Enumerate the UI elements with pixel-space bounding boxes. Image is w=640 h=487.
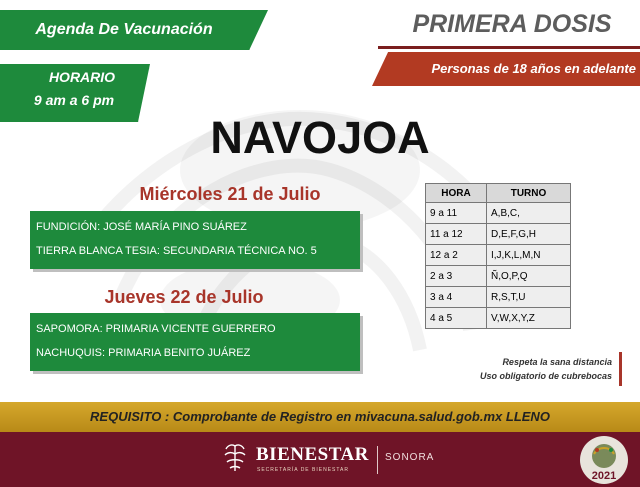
footer-divider: [377, 446, 378, 474]
column-header: TURNO: [487, 184, 571, 203]
horario-range: 9 am a 6 pm: [33, 92, 115, 108]
horario-title: HORARIO: [48, 69, 116, 85]
hour-cell: 4 a 5: [426, 308, 487, 329]
safety-notes: [420, 355, 612, 383]
table-header-row: [426, 184, 571, 203]
day-2-date: Jueves 22 de Julio: [104, 287, 264, 307]
table-row: [426, 245, 571, 266]
brand-name: BIENESTAR: [256, 444, 369, 465]
state-name: SONORA: [385, 452, 435, 463]
table-row: [426, 224, 571, 245]
requirement-text: REQUISITO : Comprobante de Registro en mivacuna.salud.gob.mx LLENO: [90, 409, 550, 424]
dose-title: PRIMERA DOSIS: [412, 10, 612, 38]
mexico-2021-logo-icon: [578, 434, 630, 486]
column-header: HORA: [426, 184, 487, 203]
agenda-label: Agenda De Vacunación: [35, 21, 213, 38]
turn-cell: A,B,C,: [487, 203, 571, 224]
turn-cell: R,S,T,U: [487, 287, 571, 308]
table-row: [426, 287, 571, 308]
mexico-seal-icon: [222, 443, 248, 473]
day-1-sites: [30, 211, 360, 269]
turn-cell: V,W,X,Y,Z: [487, 308, 571, 329]
age-note: Personas de 18 años en adelante: [431, 61, 636, 76]
site-item: NACHUQUIS: PRIMARIA BENITO JUÁREZ: [36, 347, 251, 359]
day-2-sites: [30, 313, 360, 371]
turn-cell: Ñ,O,P,Q: [487, 266, 571, 287]
hour-cell: 9 a 11: [426, 203, 487, 224]
day-1-date: Miércoles 21 de Julio: [139, 184, 321, 204]
notes-accent-bar: [619, 352, 622, 386]
schedule-table: [425, 183, 571, 329]
site-item: FUNDICIÓN: JOSÉ MARÍA PINO SUÁREZ: [36, 221, 247, 233]
note-mask: Uso obligatorio de cubrebocas: [479, 371, 612, 381]
turn-cell: D,E,F,G,H: [487, 224, 571, 245]
logo-year: 2021: [591, 470, 617, 482]
site-item: SAPOMORA: PRIMARIA VICENTE GUERRERO: [36, 323, 276, 335]
brand-subtitle: SECRETARÍA DE BIENESTAR: [257, 467, 349, 473]
hour-cell: 3 a 4: [426, 287, 487, 308]
hour-cell: 2 a 3: [426, 266, 487, 287]
table-row: [426, 203, 571, 224]
hour-cell: 12 a 2: [426, 245, 487, 266]
turn-cell: I,J,K,L,M,N: [487, 245, 571, 266]
table-row: [426, 266, 571, 287]
table-row: [426, 308, 571, 329]
city-title: NAVOJOA: [210, 112, 430, 163]
hour-cell: 11 a 12: [426, 224, 487, 245]
note-distance: Respeta la sana distancia: [502, 357, 612, 367]
site-item: TIERRA BLANCA TESIA: SECUNDARIA TÉCNICA NO. 5: [36, 245, 317, 257]
dose-underline: [378, 46, 640, 49]
